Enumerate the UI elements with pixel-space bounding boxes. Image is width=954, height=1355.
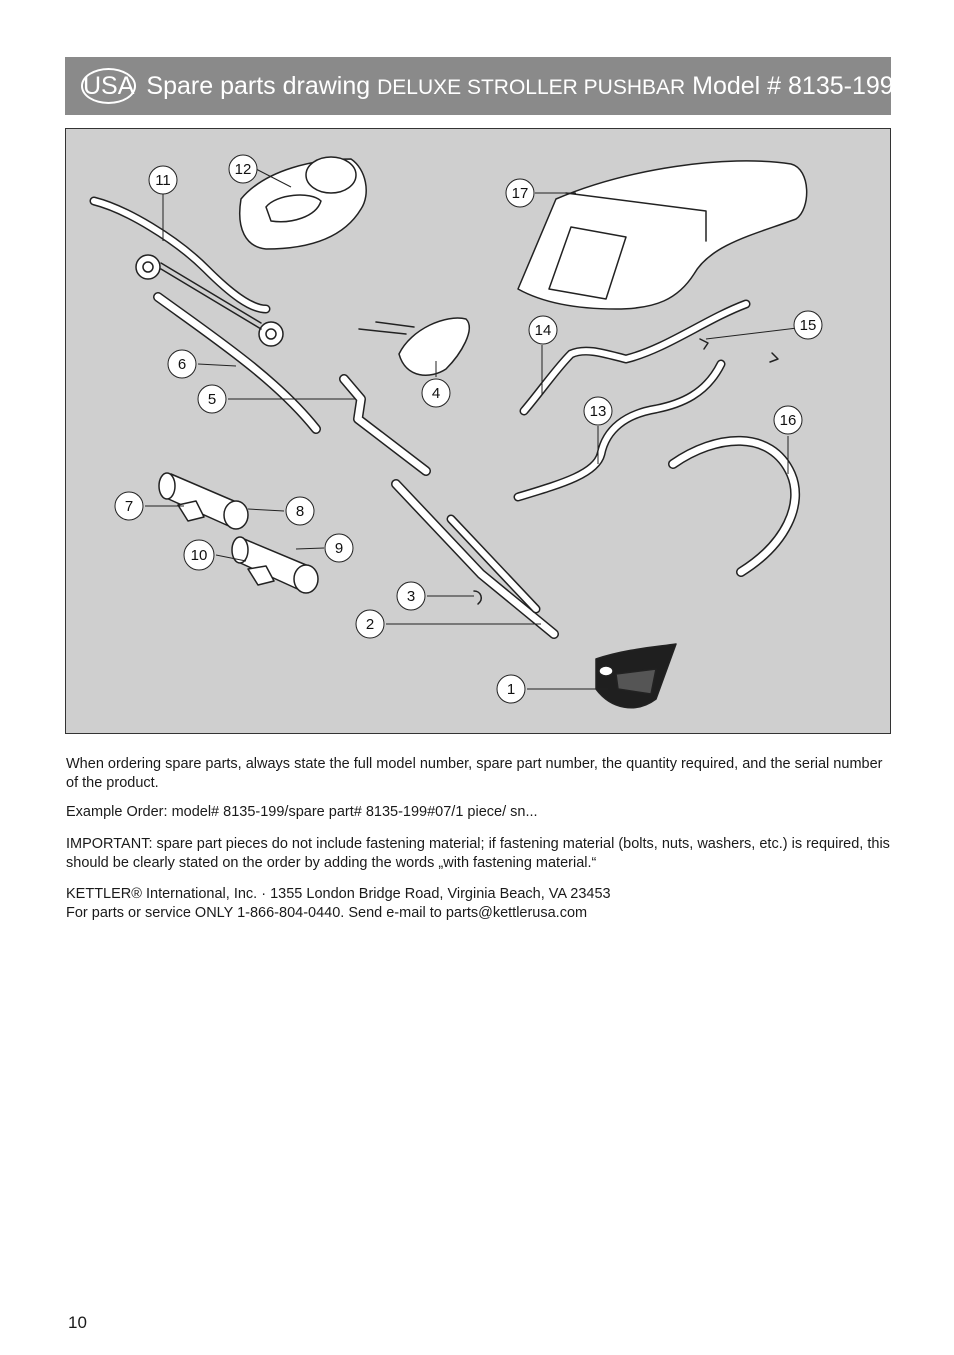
callout-4 [422, 379, 450, 407]
callout-6 [168, 350, 196, 378]
part-15-clip [700, 339, 708, 349]
callout-3 [397, 582, 425, 610]
svg-text:14: 14 [534, 322, 552, 339]
callout-9 [325, 534, 353, 562]
callout-7 [115, 492, 143, 520]
svg-text:11: 11 [155, 172, 171, 189]
svg-text:2: 2 [365, 616, 375, 633]
page-header [65, 57, 894, 115]
callout-10 [184, 540, 214, 570]
ordering-instructions: When ordering spare parts, always state the full model number, spare part number, the quantity required, and the serial number of the product. [66, 756, 883, 791]
svg-text:5: 5 [207, 391, 217, 408]
svg-text:16: 16 [779, 412, 797, 429]
part-8-hinge [159, 473, 248, 529]
country-badge: USA [81, 68, 136, 104]
svg-text:1: 1 [506, 681, 516, 698]
svg-text:17: 17 [511, 185, 529, 202]
example-order: Example Order: model# 8135-199/spare part# 8135-199#07/1 piece/ sn... [66, 804, 538, 820]
svg-text:8: 8 [295, 503, 305, 520]
title-part3: Model # 8135-199 [692, 71, 894, 100]
svg-text:3: 3 [406, 588, 416, 605]
title-part1: Spare parts drawing [146, 71, 371, 100]
contact-info: For parts or service ONLY 1-866-804-0440. Send e-mail to parts@kettlerusa.com [66, 905, 588, 921]
parts-illustration [66, 129, 892, 735]
svg-text:12: 12 [234, 161, 252, 178]
callout-12 [229, 155, 257, 183]
callout-8 [286, 497, 314, 525]
callout-1 [497, 675, 525, 703]
page-title [146, 72, 893, 101]
svg-text:7: 7 [124, 498, 134, 515]
callout-5 [198, 385, 226, 413]
callout-17 [506, 179, 534, 207]
svg-text:13: 13 [589, 403, 607, 420]
part-3-pin [474, 591, 481, 604]
svg-text:4: 4 [431, 385, 441, 402]
part-9-hinge [232, 537, 318, 593]
spare-parts-drawing [65, 128, 891, 734]
important-note: IMPORTANT: spare part pieces do not include fastening material; if fastening material (bolts, nuts, washers, etc.) is required, this should be clearly stated on the order by adding the words „with fastening material.“ [66, 836, 890, 871]
company-address: KETTLER® International, Inc. · 1355 London Bridge Road, Virginia Beach, VA 23453 [66, 886, 611, 902]
callout-15 [794, 311, 822, 339]
title-part2: DELUXE STROLLER PUSHBAR [377, 75, 686, 99]
callout-13 [584, 397, 612, 425]
svg-text:15: 15 [799, 317, 817, 334]
svg-text:9: 9 [334, 540, 344, 557]
part-16-arch [673, 441, 795, 572]
callout-16 [774, 406, 802, 434]
svg-text:10: 10 [190, 547, 208, 564]
callout-11 [149, 166, 177, 194]
svg-text:6: 6 [177, 356, 187, 373]
callout-14 [529, 316, 557, 344]
page-number: 10 [68, 1313, 87, 1332]
callout-2 [356, 610, 384, 638]
